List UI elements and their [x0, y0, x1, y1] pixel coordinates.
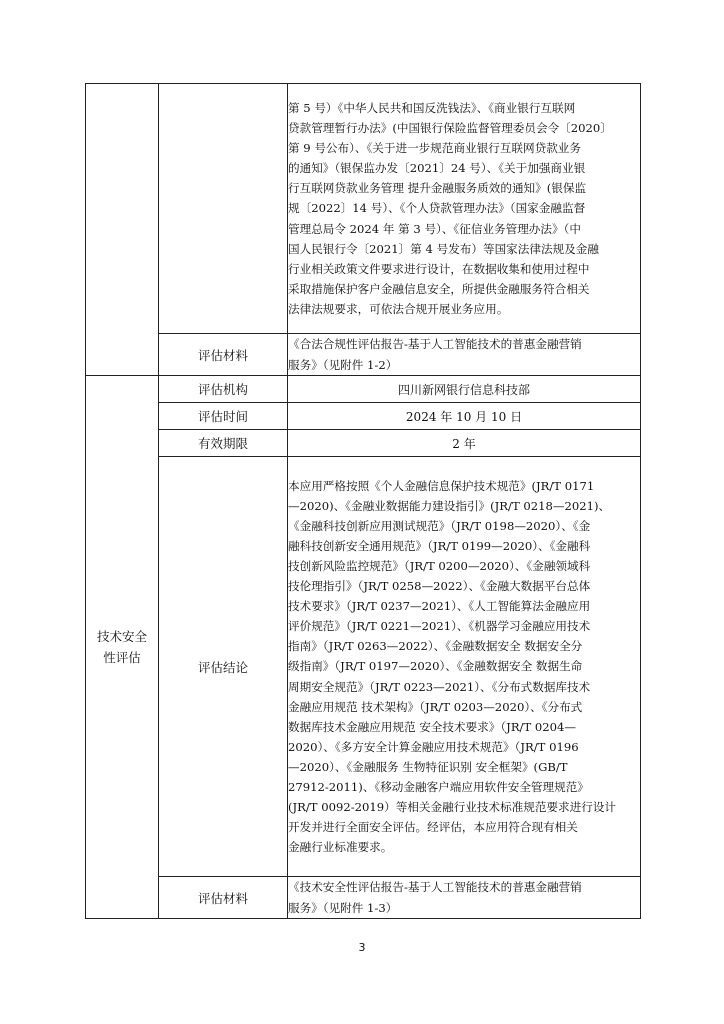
org-label: 评估机构	[159, 376, 288, 403]
legal-continuation-text	[288, 84, 641, 334]
text-line: 本应用严格按照《个人金融信息保护技术规范》(JR/T 0171	[288, 478, 595, 493]
text-line: 金融行业标准要求。	[288, 840, 393, 855]
time-label: 评估时间	[159, 403, 288, 430]
tech-validity-row	[86, 430, 641, 457]
text-line: 的通知》（银保监办发〔2021〕24 号）、《关于加强商业银	[288, 161, 586, 176]
text-line: 规〔2022〕14 号）、《个人贷款管理办法》（国家金融监督	[288, 201, 586, 216]
text-line: 法律法规要求，可依法合规开展业务应用。	[288, 301, 509, 316]
org-value: 四川新网银行信息科技部	[288, 376, 641, 403]
text-line: 管理总局令 2024 年 第 3 号）、《征信业务管理办法》（中	[288, 221, 581, 236]
text-line: —2020）、《金融服务 生物特征识别 安全框架》(GB/T	[288, 759, 568, 774]
text-line: 国人民银行令〔2021〕第 4 号发布）等国家法律法规及金融	[288, 241, 599, 256]
text-line: 服务》（见附件 1-3）	[288, 900, 398, 915]
text-line: 《合法合规性评估报告-基于人工智能技术的普惠金融营销	[288, 337, 582, 352]
tech-material-row	[86, 877, 641, 919]
tech-material-label: 评估材料	[159, 877, 288, 919]
legal-material-text	[288, 334, 641, 376]
text-line: 采取措施保护客户金融信息安全，所提供金融服务符合相关	[288, 281, 590, 296]
text-line: 《技术安全性评估报告-基于人工智能技术的普惠金融营销	[288, 880, 582, 895]
text-line: 技伦理指引》（JR/T 0258—2022）、《金融大数据平台总体	[288, 579, 591, 594]
page-number: 3	[358, 941, 366, 954]
category-line: 性评估	[103, 650, 141, 665]
tech-category-cell	[86, 376, 159, 919]
category-line: 技术安全	[96, 629, 147, 644]
text-line: 2020）、《多方安全计算金融应用技术规范》（JR/T 0196	[288, 739, 579, 754]
text-line: 第 5 号）《中华人民共和国反洗钱法》、《商业银行互联网	[288, 100, 576, 115]
legal-material-label: 评估材料	[159, 334, 288, 376]
validity-value: 2 年	[288, 430, 641, 457]
text-line: 级指南》（JR/T 0197—2020）、《金融数据安全 数据生命	[288, 659, 583, 674]
tech-conclusion-row	[86, 457, 641, 877]
text-line: 《金融科技创新应用测试规范》（JR/T 0198—2020）、《金	[288, 518, 591, 533]
text-line: (JR/T 0092-2019）等相关金融行业技术标准规范要求进行设计	[288, 800, 617, 815]
text-line: —2020)、《金融业数据能力建设指引》(JR/T 0218—2021)、	[288, 498, 611, 513]
tech-time-row	[86, 403, 641, 430]
text-line: 技创新风险监控规范》（JR/T 0200—2020）、《金融领域科	[288, 558, 591, 573]
validity-label: 有效期限	[159, 430, 288, 457]
evaluation-table	[85, 83, 641, 919]
time-value: 2024 年 10 月 10 日	[288, 403, 641, 430]
conclusion-text	[288, 457, 641, 877]
conclusion-label: 评估结论	[159, 457, 288, 877]
text-line: 服务》（见附件 1-2）	[288, 357, 398, 372]
text-line: 行业相关政策文件要求进行设计，在数据收集和使用过程中	[288, 261, 590, 276]
text-line: 评价规范》（JR/T 0221—2021）、《机器学习金融应用技术	[288, 619, 591, 634]
text-line: 指南》（JR/T 0263—2022）、《金融数据安全 数据安全分	[288, 639, 583, 654]
legal-label-cell	[159, 84, 288, 334]
text-line: 技术要求》（JR/T 0237—2021）、《人工智能算法金融应用	[288, 599, 591, 614]
text-line: 周期安全规范》（JR/T 0223—2021）、《分布式数据库技术	[288, 679, 591, 694]
text-line: 第 9 号公布）、《关于进一步规范商业银行互联网贷款业务	[288, 141, 581, 156]
legal-material-row	[86, 334, 641, 376]
text-line: 融科技创新安全通用规范》（JR/T 0199—2020）、《金融科	[288, 538, 591, 553]
text-line: 数据库技术金融应用规范 安全技术要求》（JR/T 0204—	[288, 719, 576, 734]
legal-category-cell	[86, 84, 159, 376]
text-line: 贷款管理暂行办法》(中国银行保险监督管理委员会令〔2020〕	[288, 121, 612, 136]
text-line: 27912-2011)、《移动金融客户端应用软件安全管理规范》	[288, 780, 589, 795]
tech-material-text	[288, 877, 641, 919]
text-line: 行互联网贷款业务管理 提升金融服务质效的通知》(银保监	[288, 181, 587, 196]
legal-continuation-row	[86, 84, 641, 334]
text-line: 金融应用规范 技术架构》（JR/T 0203—2020）、《分布式	[288, 699, 583, 714]
tech-org-row	[86, 376, 641, 403]
text-line: 开发并进行全面安全评估。经评估，本应用符合现有相关	[288, 820, 578, 835]
